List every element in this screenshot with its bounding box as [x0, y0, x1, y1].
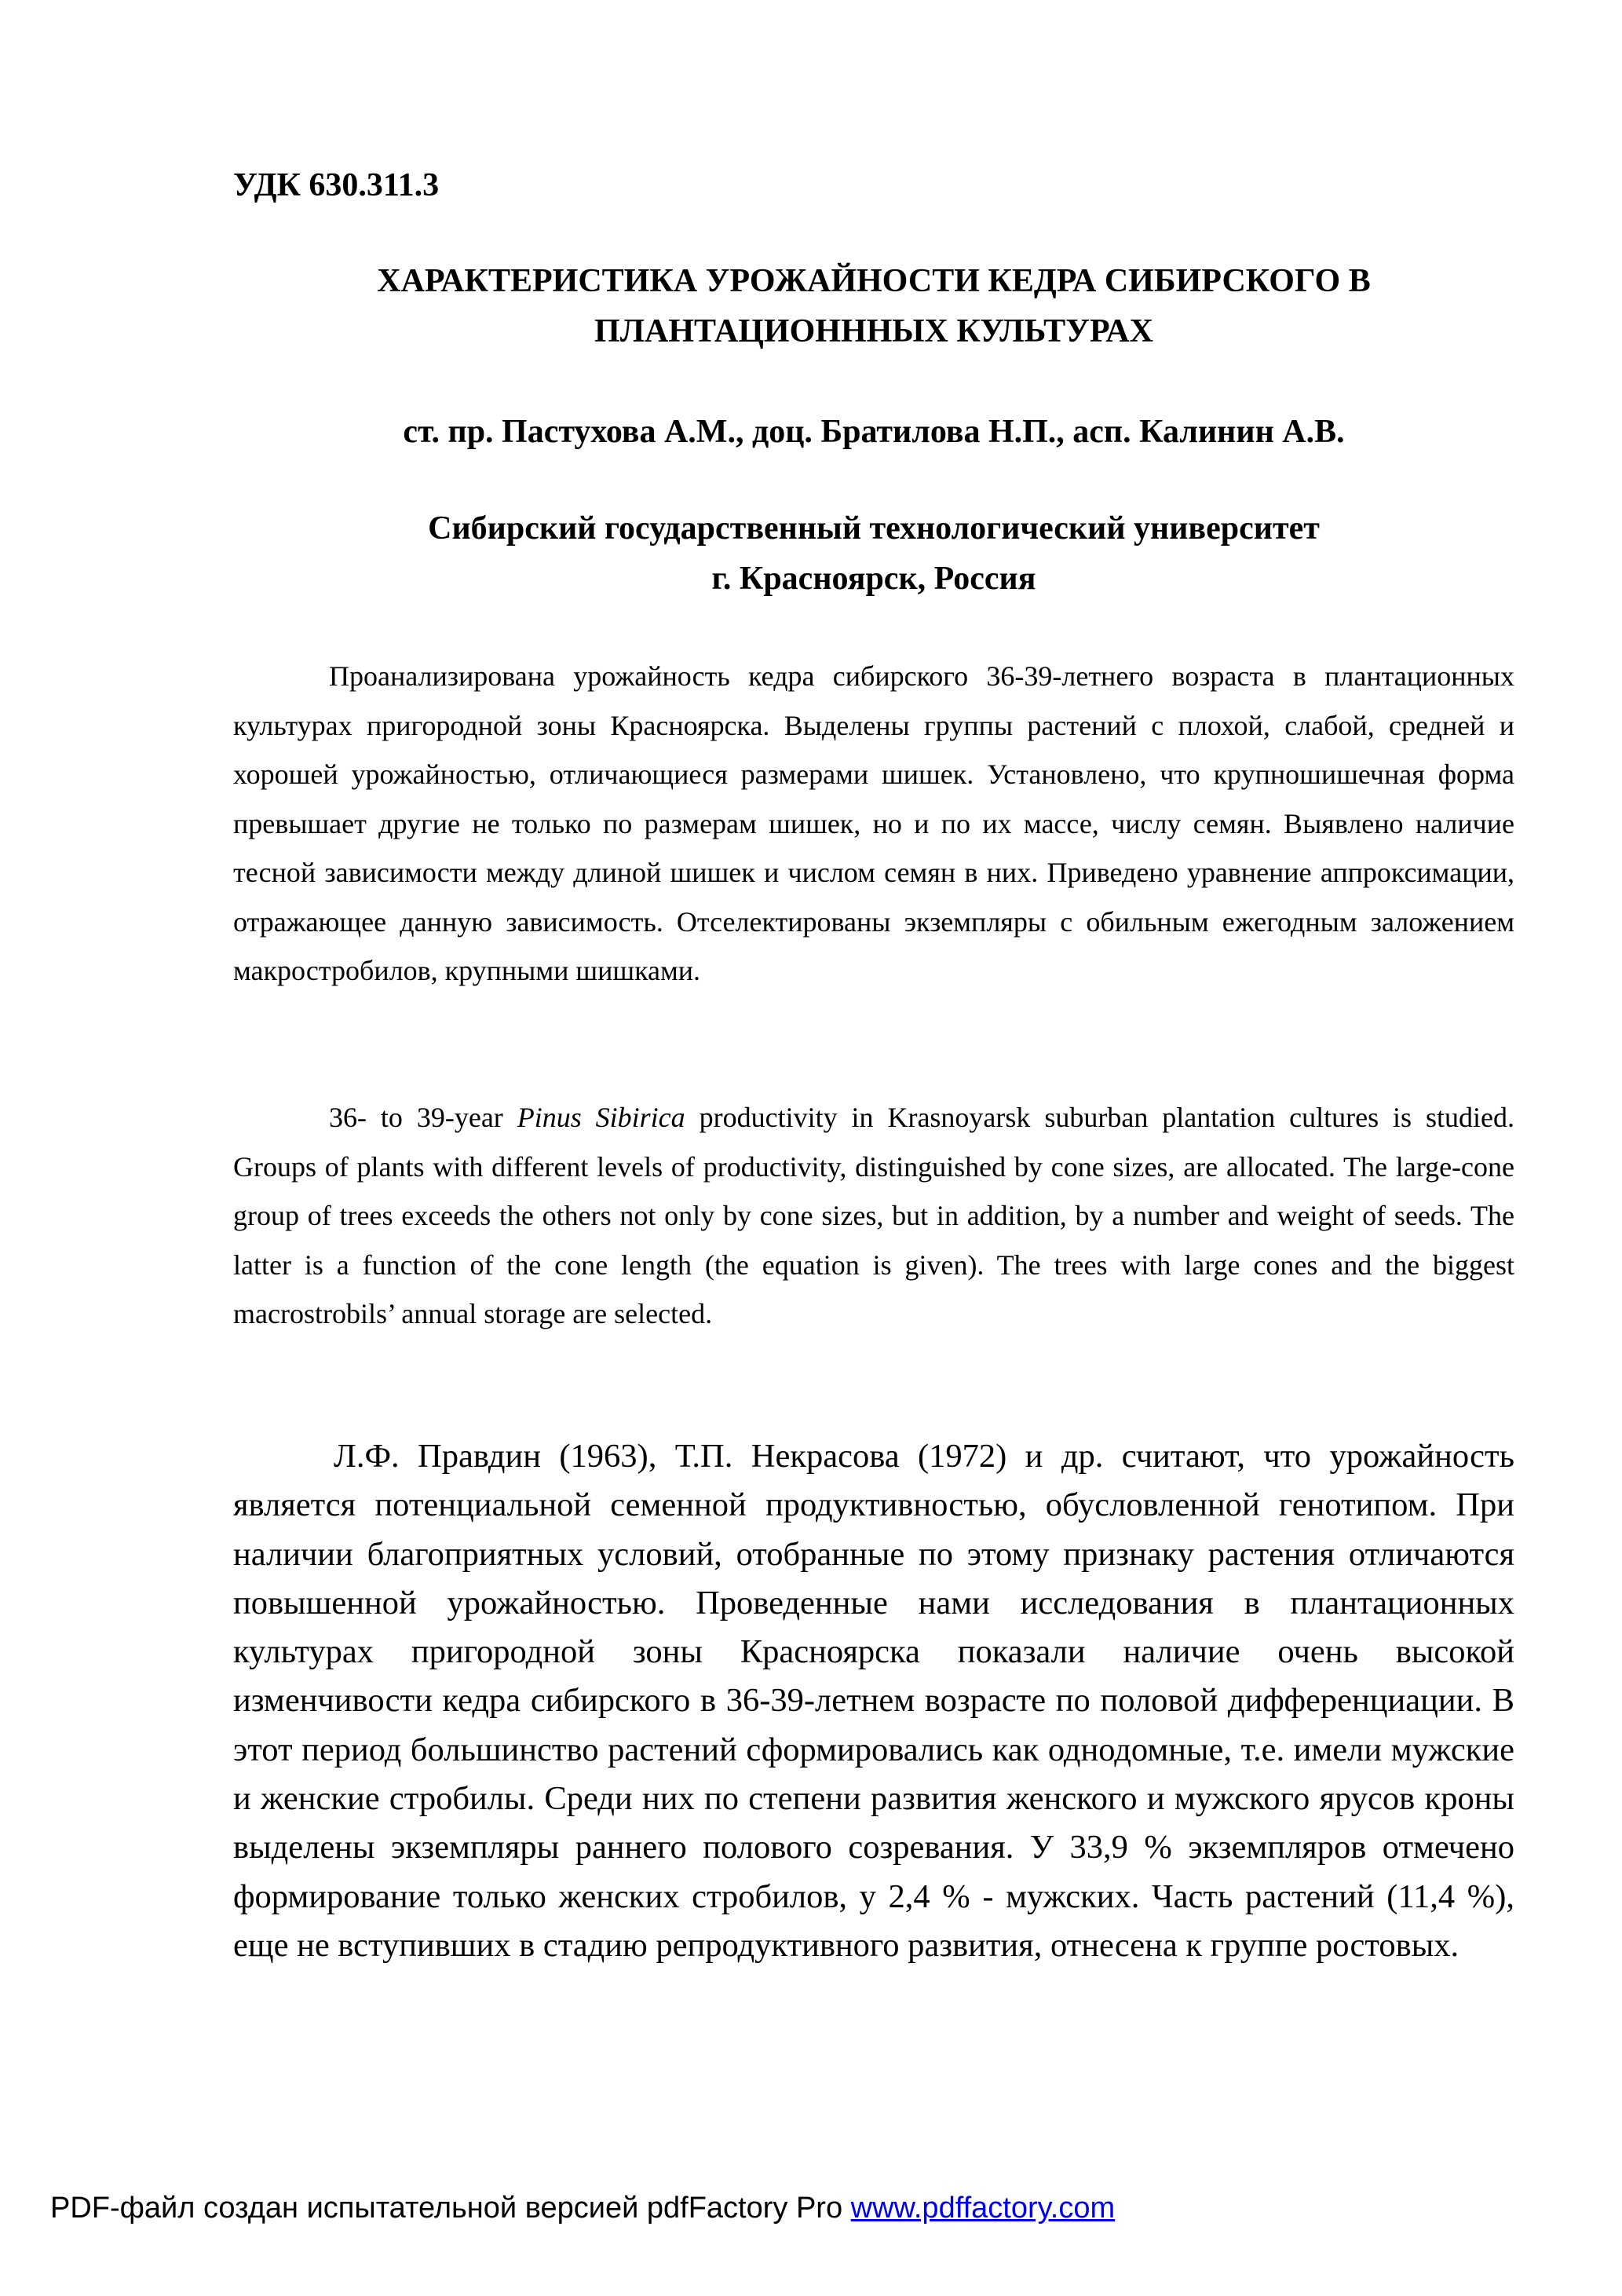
authors: ст. пр. Пастухова А.М., доц. Братилова Н.П., асп. Калинин А.В.: [403, 414, 1345, 450]
abstract-english-lead: 36- to 39-year: [329, 1102, 517, 1133]
pdffactory-link[interactable]: www.pdffactory.com: [850, 2192, 1116, 2225]
abstract-english-rest: productivity in Krasnoyarsk suburban plantation cultures is studied. Groups of plants with different levels of productivity, distinguished by cone sizes, are allocated. The large-cone group of trees exceeds the others not only by cone sizes, but in addition, by a number and weight of seeds. The latter is a function of the cone length (the equation is given). The trees with large cones and the biggest macrostrobils’ annual storage are selected.: [233, 1102, 1514, 1329]
affiliation-university: Сибирский государственный технологический университет: [428, 510, 1320, 547]
affiliation: [233, 503, 1514, 604]
species-name: Pinus Sibirica: [517, 1102, 685, 1133]
article-title: [233, 256, 1514, 356]
body-paragraph: Л.Ф. Правдин (1963), Т.П. Некрасова (1972) и др. считают, что урожайность является потенциальной семенной продуктивностью, обусловленной генотипом. При наличии благоприятных условий, отобранные по этому признаку растения отличаются повышенной урожайностью. Проведенные нами исследования в плантационных культурах пригородной зоны Красноярска показали наличие очень высокой изменчивости кедра сибирского в 36-39-летнем возрасте по половой дифференциации. В этот период большинство растений сформировались как однодомные, т.е. имели мужские и женские стробилы. Среди них по степени развития женского и мужского ярусов кроны выделены экземпляры раннего полового созревания. У 33,9 % экземпляров отмечено формирование только женских стробилов, у 2,4 % - мужских. Часть растений (11,4 %), еще не вступивших в стадию репродуктивного развития, отнесена к группе ростовых.: [233, 1438, 1514, 1964]
article-title-line-2: ПЛАНТАЦИОНННЫХ КУЛЬТУРАХ: [594, 313, 1153, 349]
footer-text: PDF-файл создан испытательной версией pdfFactory Pro: [50, 2192, 851, 2225]
affiliation-city: г. Красноярск, Россия: [711, 561, 1036, 597]
abstract-russian: Проанализирована урожайность кедра сибирского 36-39-летнего возраста в плантационных культурах пригородной зоны Красноярска. Выделены группы растений с плохой, слабой, средней и хорошей урожайностью, отличающиеся размерами шишек. Установлено, что крупношишечная форма превышает другие не только по размерам шишек, но и по их массе, числу семян. Выявлено наличие тесной зависимости между длиной шишек и числом семян в них. Приведено уравнение аппроксимации, отражающее данную зависимость. Отселектированы экземпляры с обильным ежегодным заложением макростробилов, крупными шишками.: [233, 660, 1514, 986]
udc-code: УДК 630.311.3: [233, 167, 440, 203]
article-title-line-1: ХАРАКТЕРИСТИКА УРОЖАЙНОСТИ КЕДРА СИБИРСКОГО В: [377, 263, 1371, 299]
abstract-english: [233, 1093, 1514, 1339]
pdf-footer: [50, 2189, 1115, 2227]
